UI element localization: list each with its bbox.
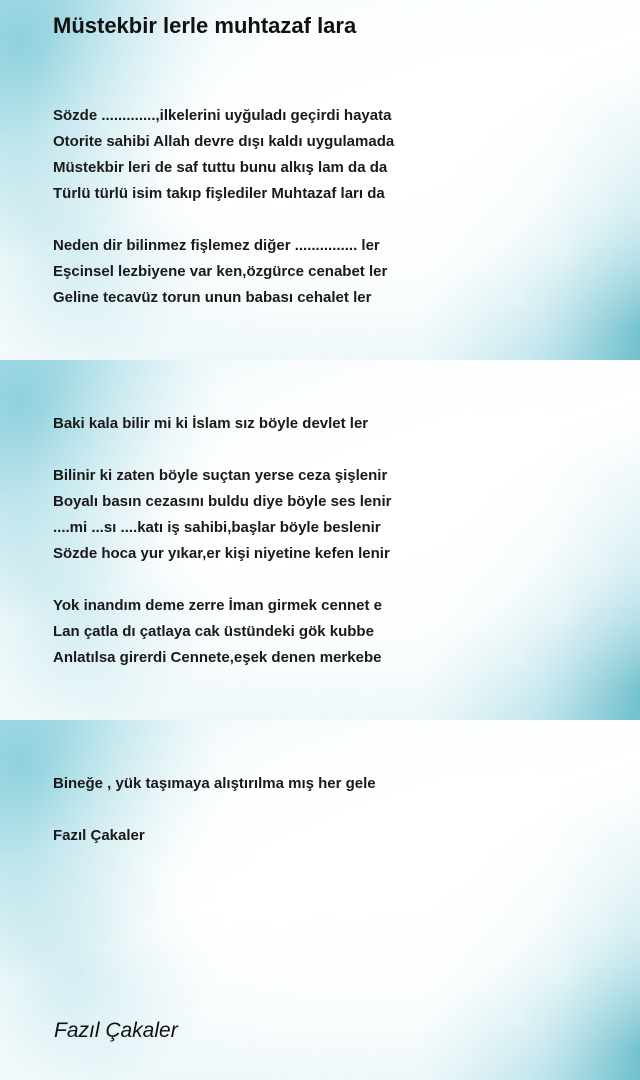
poem-line: Anlatılsa girerdi Cennete,eşek denen merkebe [53,649,382,666]
poem-line: Yok inandım deme zerre İman girmek cennet e [53,597,383,614]
poem-line: Baki kala bilir mi ki İslam sız böyle devlet ler [53,415,369,432]
stanza-5 [53,593,382,671]
poem-line: Sözde hoca yur yıkar,er kişi niyetine kefen lenir [53,545,390,562]
poem-line: Neden dir bilinmez fişlemez diğer ............... ler [53,237,380,254]
poem-line: Lan çatla dı çatlaya cak üstündeki gök kubbe [53,623,374,640]
poem-line: Eşcinsel lezbiyene var ken,özgürce cenabet ler [53,263,388,280]
poem-line: Boyalı basın cezasını buldu diye böyle ses lenir [53,493,392,510]
poem-line: Türlü türlü isim takıp fişlediler Muhtazaf ları da [53,185,385,202]
author-line [53,823,145,849]
poem-line: Otorite sahibi Allah devre dışı kaldı uygulamada [53,133,395,150]
stanza-4 [53,463,391,567]
stanza-6 [53,771,376,797]
stanza-2 [53,233,387,311]
stanza-1 [53,103,394,207]
poem-line: Müstekbir leri de saf tuttu bunu alkış lam da da [53,159,388,176]
poem-line: Geline tecavüz torun unun babası cehalet ler [53,289,372,306]
poem-panel-2 [0,360,640,720]
poem-line: Sözde .............,ilkelerini uyğuladı geçirdi hayata [53,107,392,124]
poem-panel-3 [0,720,640,1080]
poem-author: Fazıl Çakaler [53,827,145,844]
poem-line: ....mi ...sı ....katı iş sahibi,başlar böyle beslenir [53,519,381,536]
poem-line: Bineğe , yük taşımaya alıştırılma mış her gele [53,775,376,792]
author-signature: Fazıl Çakaler [54,1019,178,1042]
stanza-3 [53,411,368,437]
poem-panel-1 [0,0,640,360]
poem-title: Müstekbir lerle muhtazaf lara [53,13,357,38]
poem-line: Bilinir ki zaten böyle suçtan yerse ceza şişlenir [53,467,388,484]
